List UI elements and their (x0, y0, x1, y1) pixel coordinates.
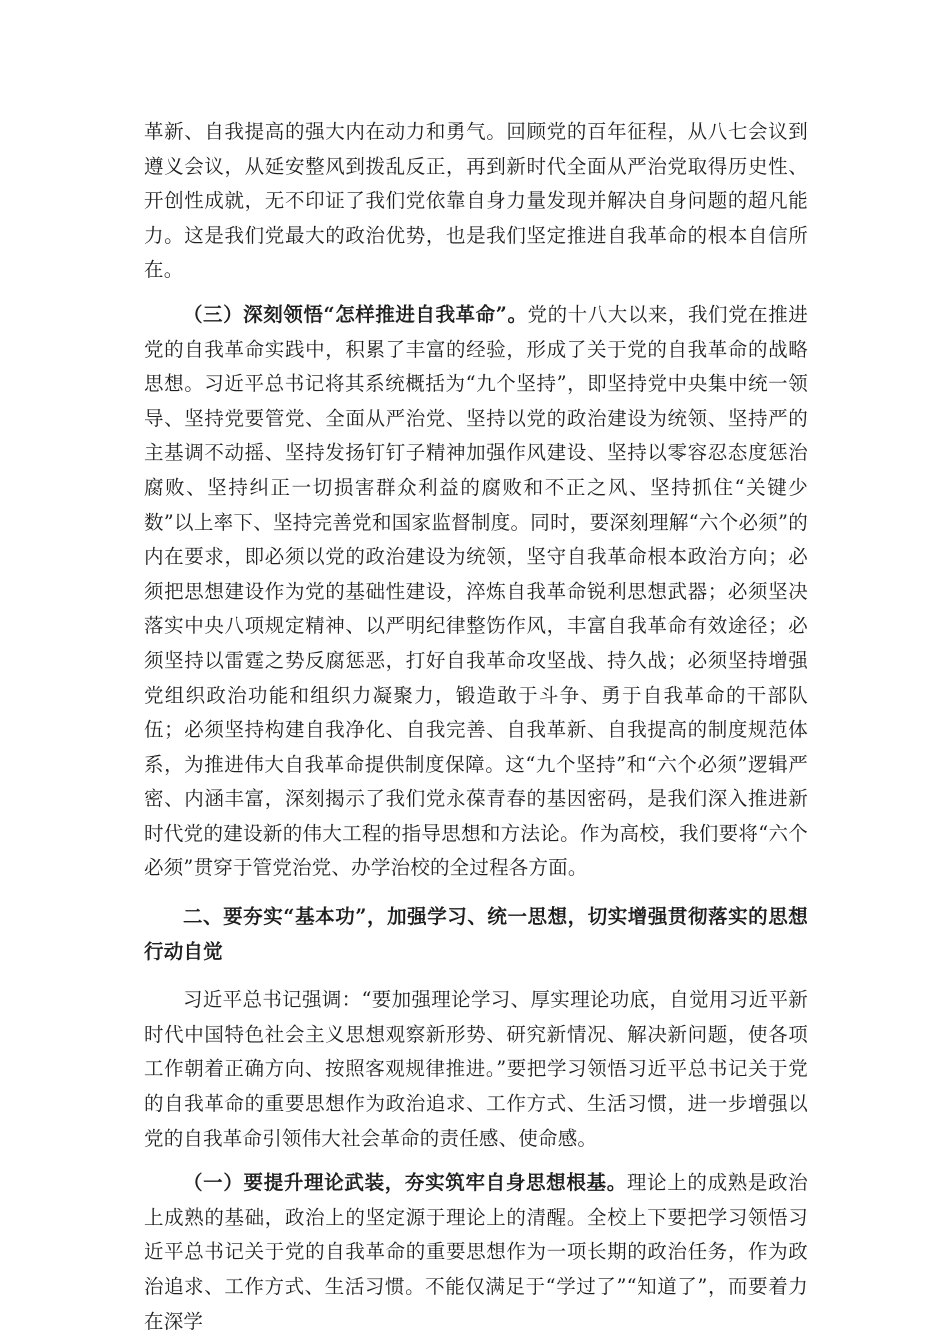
paragraph-spacer (144, 969, 808, 983)
section-heading-2 (144, 900, 808, 969)
paragraph-text: 革新、自我提高的强大内在动力和勇气。回顾党的百年征程，从八七会议到遵义会议，从延安整风到拨乱反正，再到新时代全面从严治党取得历史性、开创性成就，无不印证了我们党依靠自身力量发现并解决自身问题的超凡能力。这是我们党最大的政治优势，也是我们坚定推进自我革命的根本自信所在。 (144, 120, 808, 282)
document-page (144, 115, 808, 1339)
paragraph-text: 习近平总书记强调：“要加强理论学习、厚实理论功底，自觉用习近平新时代中国特色社会主义思想观察新形势、研究新情况、解决新问题，使各项工作朝着正确方向、按照客观规律推进。”要把学习领悟习近平总书记关于党的自我革命的重要思想作为政治追求、工作方式、生活习惯，进一步增强以党的自我革命引领伟大社会革命的责任感、使命感。 (144, 988, 808, 1150)
paragraph-text: 理论上的成熟是政治上成熟的基础，政治上的坚定源于理论上的清醒。全校上下要把学习领悟习近平总书记关于党的自我革命的重要思想作为一项长期的政治任务，作为政治追求、工作方式、生活习惯。不能仅满足于“学过了”“知道了”，而要着力在深学 (144, 1171, 808, 1333)
paragraph-spacer (144, 886, 808, 900)
paragraph-spacer (144, 1156, 808, 1166)
paragraph-subsection-1 (144, 1166, 808, 1339)
heading-text: 二、要夯实“基本功”，加强学习、统一思想，切实增强贯彻落实的思想行动自觉 (144, 905, 808, 963)
paragraph-continued (144, 115, 808, 288)
paragraph-text: 党的十八大以来，我们党在推进党的自我革命实践中，积累了丰富的经验，形成了关于党的自我革命的战略思想。习近平总书记将其系统概括为“九个坚持”，即坚持党中央集中统一领导、坚持党要管党、全面从严治党、坚持以党的政治建设为统领、坚持严的主基调不动摇、坚持发扬钉钉子精神加强作风建设、坚持以零容忍态度惩治腐败、坚持纠正一切损害群众利益的腐败和不正之风、坚持抓住“关键少数”以上率下、坚持完善党和国家监督制度。同时，要深刻理解“六个必须”的内在要求，即必须以党的政治建设为统领，坚守自我革命根本政治方向；必须把思想建设作为党的基础性建设，淬炼自我革命锐利思想武器；必须坚决落实中央八项规定精神、以严明纪律整饬作风，丰富自我革命有效途径；必须坚持以雷霆之势反腐惩恶，打好自我革命攻坚战、持久战；必须坚持增强党组织政治功能和组织力凝聚力，锻造敢于斗争、勇于自我革命的干部队伍；必须坚持构建自我净化、自我完善、自我革新、自我提高的制度规范体系，为推进伟大自我革命提供制度保障。这“九个坚持”和“六个必须”逻辑严密、内涵丰富，深刻揭示了我们党永葆青春的基因密码，是我们深入推进新时代党的建设新的伟大工程的指导思想和方法论。作为高校，我们要将“六个必须”贯穿于管党治党、办学治校的全过程各方面。 (144, 302, 808, 880)
paragraph-spacer (144, 288, 808, 298)
section-heading-inline: （三）深刻领悟“怎样推进自我革命”。 (183, 302, 528, 326)
paragraph-quote (144, 983, 808, 1156)
subsection-heading-inline: （一）要提升理论武装，夯实筑牢自身思想根基。 (183, 1171, 627, 1195)
paragraph-section-3 (144, 298, 808, 886)
